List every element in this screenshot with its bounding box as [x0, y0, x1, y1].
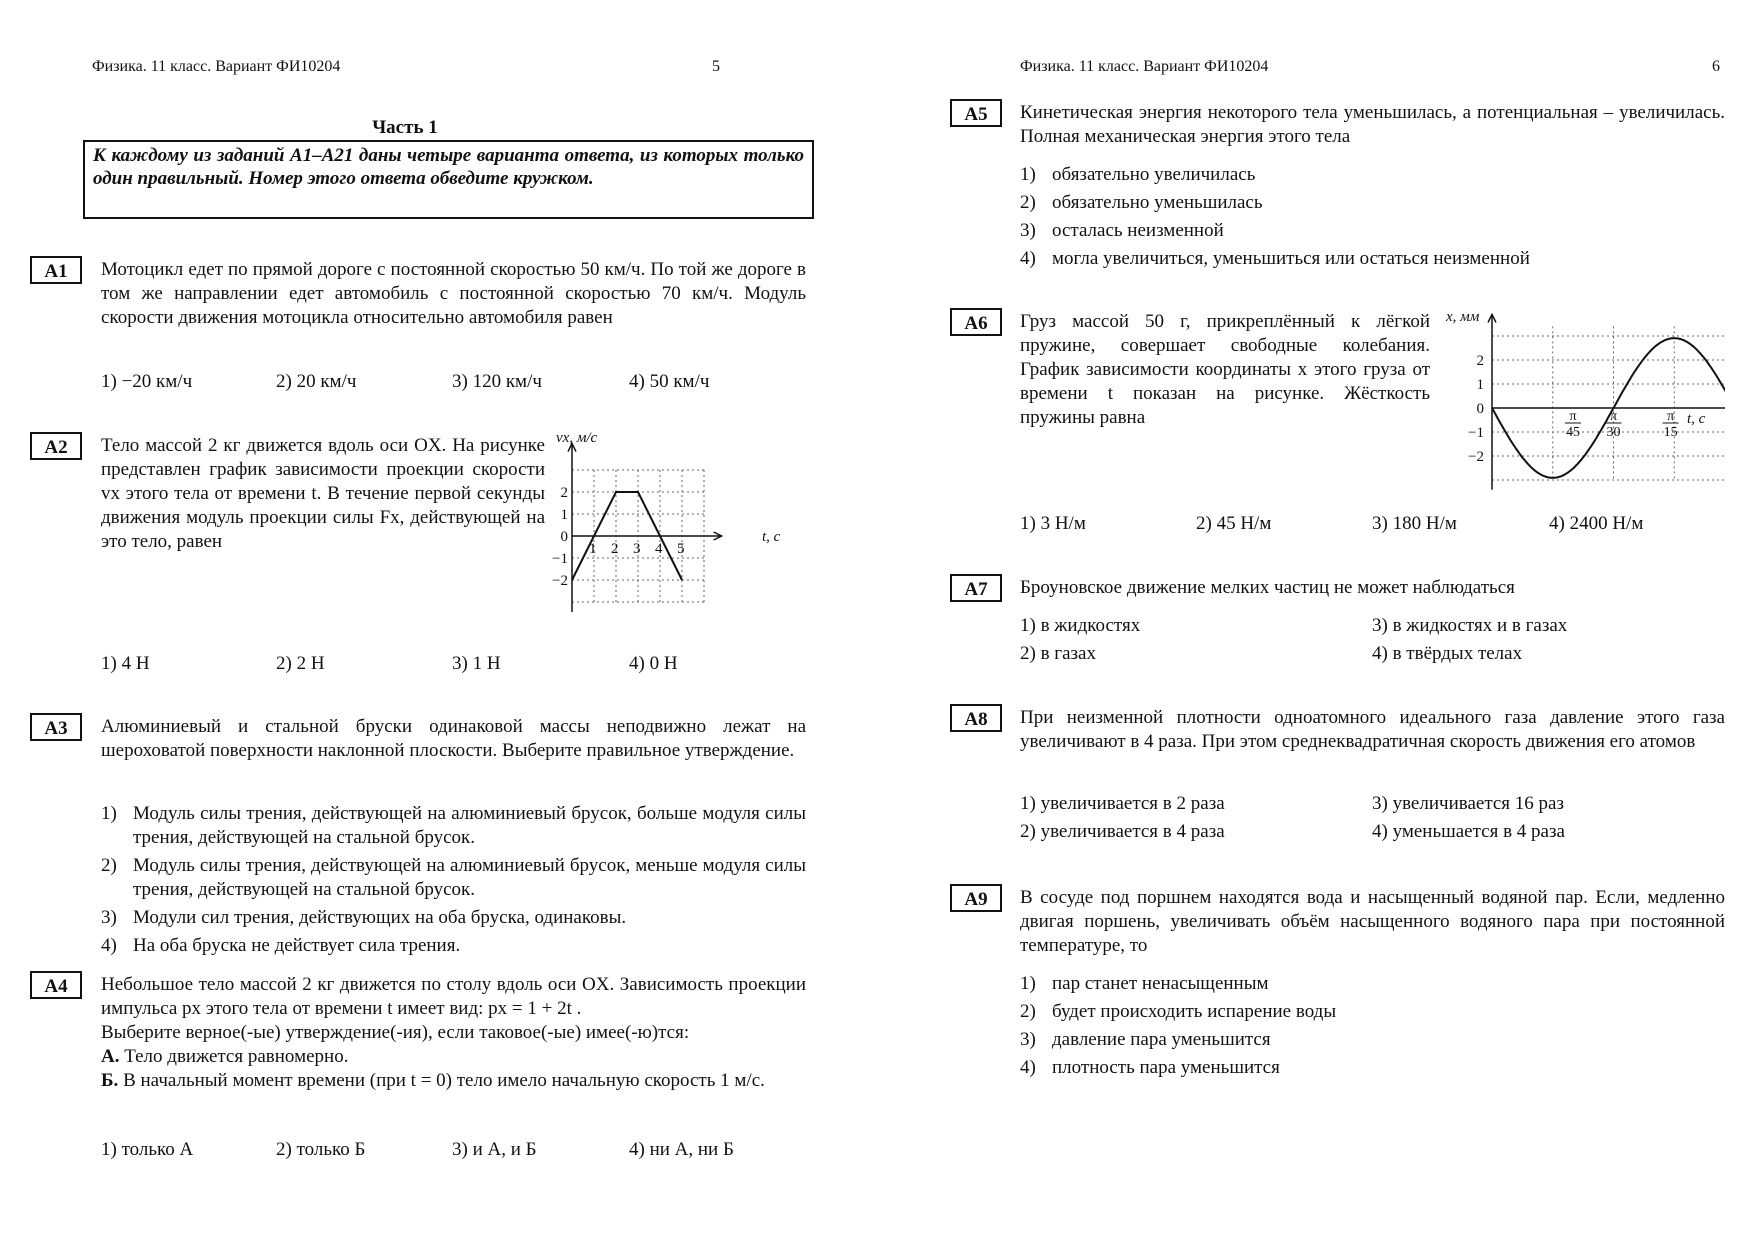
y-tick-label: 1 [1476, 377, 1484, 393]
answer-option[interactable] [101, 854, 806, 902]
instruction-box: К каждому из заданий A1–A21 даны четыре варианта ответа, из которых только один правильный. Номер этого ответа обведите кружком. [83, 140, 814, 219]
question-text [101, 973, 806, 1093]
x-tick-numerator: π [1609, 409, 1618, 424]
y-tick-label: −1 [552, 551, 568, 567]
option-number: 2) [1020, 192, 1036, 213]
y-tick-label: 0 [1476, 401, 1484, 417]
answer-option[interactable] [1020, 972, 1725, 996]
answer-option[interactable]: 3) 1 Н [452, 653, 501, 674]
statement-a: А. Тело движется равномерно. [101, 1046, 349, 1067]
x-tick-denominator: 45 [1566, 425, 1580, 440]
answer-option[interactable]: 2) 2 Н [276, 653, 325, 674]
x-axis-label: t, с [762, 529, 781, 545]
x-tick-label [1606, 409, 1622, 440]
answer-option[interactable] [1020, 1056, 1725, 1080]
y-tick-label: 0 [560, 529, 568, 545]
option-number: 1) [101, 803, 117, 824]
y-tick-label: 2 [1476, 353, 1484, 369]
y-tick-label: 2 [560, 485, 568, 501]
y-tick-label: 1 [560, 507, 568, 523]
page-header: Физика. 11 класс. Вариант ФИ10204 [1020, 58, 1269, 75]
x-tick-label: 1 [589, 541, 597, 557]
option-text: могла увеличиться, уменьшиться или остаться неизменной [1052, 248, 1530, 269]
x-tick-label [1663, 409, 1679, 440]
x-axis-label: t, с [1687, 411, 1706, 427]
answer-option[interactable]: 1) только А [101, 1139, 194, 1160]
x-tick-label: 2 [611, 541, 619, 557]
option-number: 3) [1020, 220, 1036, 241]
answer-option[interactable]: 1) 3 Н/м [1020, 513, 1086, 534]
coordinate-time-graph [1440, 306, 1725, 492]
x-tick-label: 5 [677, 541, 685, 557]
option-text: Модуль силы трения, действующей на алюминиевый брусок, меньше модуля силы трения, действующей на стальной брусок. [133, 855, 806, 900]
answer-option[interactable]: 3) в жидкостях и в газах [1372, 615, 1568, 636]
x-tick-denominator: 30 [1606, 425, 1621, 440]
question-text: При неизменной плотности одноатомного идеального газа давление этого газа увеличивают в 4 раза. При этом среднеквадратичная скорость движения его атомов [1020, 707, 1725, 752]
option-text: будет происходить испарение воды [1052, 1001, 1337, 1022]
answer-option[interactable]: 4) уменьшается в 4 раза [1372, 821, 1565, 842]
option-number: 1) [1020, 164, 1036, 185]
option-number: 1) [1020, 973, 1036, 994]
answer-option[interactable] [101, 906, 806, 930]
question-label: A5 [950, 99, 1002, 127]
option-number: 4) [1020, 248, 1036, 269]
answer-option[interactable]: 3) увеличивается 16 раз [1372, 793, 1564, 814]
answer-option[interactable]: 4) 50 км/ч [629, 371, 710, 392]
x-tick-label: 4 [655, 541, 663, 557]
x-tick-numerator: π [1569, 409, 1577, 424]
answer-option[interactable] [1020, 163, 1725, 187]
answer-option[interactable]: 2) 45 Н/м [1196, 513, 1272, 534]
answer-option[interactable] [101, 802, 806, 850]
answer-option[interactable]: 1) в жидкостях [1020, 615, 1141, 636]
answer-option[interactable]: 2) только Б [276, 1139, 366, 1160]
question-label: A3 [30, 713, 82, 741]
answer-option[interactable]: 4) ни А, ни Б [629, 1139, 734, 1160]
question-label: A4 [30, 971, 82, 999]
answer-option[interactable]: 3) 180 Н/м [1372, 513, 1457, 534]
answer-option[interactable]: 2) увеличивается в 4 раза [1020, 821, 1225, 842]
answer-option[interactable]: 1) увеличивается в 2 раза [1020, 793, 1225, 814]
answer-option[interactable]: 3) 120 км/ч [452, 371, 542, 392]
option-number: 2) [101, 855, 117, 876]
answer-option[interactable] [1020, 219, 1725, 243]
option-text: Модуль силы трения, действующей на алюминиевый брусок, больше модуля силы трения, действующей на стальной брусок. [133, 803, 806, 848]
y-tick-label: −1 [1468, 425, 1484, 441]
option-text: На оба бруска не действует сила трения. [133, 935, 461, 956]
option-text: обязательно увеличилась [1052, 164, 1256, 185]
x-tick-label: 3 [633, 541, 641, 557]
option-text: давление пара уменьшится [1052, 1029, 1271, 1050]
option-text: плотность пара уменьшится [1052, 1057, 1280, 1078]
question-text: Груз массой 50 г, прикреплённый к лёгкой пружине, совершает свободные колебания. График зависимости координаты x этого груза от времени t показан на рисунке. Жёсткость пружины равна [1020, 311, 1430, 428]
y-tick-label: −2 [552, 573, 568, 589]
option-number: 3) [101, 907, 117, 928]
page-header: Физика. 11 класс. Вариант ФИ10204 [92, 58, 341, 75]
velocity-time-graph [550, 432, 790, 612]
answer-options [101, 802, 806, 962]
question-label: A9 [950, 884, 1002, 912]
question-text: Броуновское движение мелких частиц не может наблюдаться [1020, 577, 1515, 598]
y-axis-label: x, мм [1446, 309, 1480, 325]
answer-option[interactable] [1020, 1000, 1725, 1024]
answer-option[interactable] [1020, 247, 1725, 271]
answer-option[interactable]: 3) и А, и Б [452, 1139, 537, 1160]
question-label: A8 [950, 704, 1002, 732]
answer-option[interactable]: 1) −20 км/ч [101, 371, 193, 392]
statement-b: Б. В начальный момент времени (при t = 0) тело имело начальную скорость 1 м/с. [101, 1070, 765, 1091]
question-text: В сосуде под поршнем находятся вода и насыщенный водяной пар. Если, медленно двигая поршень, увеличивать объём насыщенного водяного пара при постоянной температуре, то [1020, 887, 1725, 956]
x-tick-label [1565, 409, 1581, 440]
option-text: пар станет ненасыщенным [1052, 973, 1269, 994]
page-number: 5 [712, 58, 720, 75]
question-label: A6 [950, 308, 1002, 336]
option-text: осталась неизменной [1052, 220, 1224, 241]
option-text: обязательно уменьшилась [1052, 192, 1263, 213]
answer-option[interactable]: 4) 0 Н [629, 653, 678, 674]
answer-options [1020, 972, 1725, 1084]
answer-option[interactable]: 1) 4 Н [101, 653, 150, 674]
y-tick-label: −2 [1468, 449, 1484, 465]
x-tick-denominator: 15 [1663, 425, 1678, 440]
question-text: Тело массой 2 кг движется вдоль оси OX. На рисунке представлен график зависимости проекции скорости vx этого тела от времени t. В течение первой секунды движения модуль проекции силы Fx, действующей на это тело, равен [101, 435, 545, 552]
answer-option[interactable] [101, 934, 806, 958]
answer-option[interactable]: 2) 20 км/ч [276, 371, 357, 392]
question-text: Кинетическая энергия некоторого тела уменьшилась, а потенциальная – увеличилась. Полная механическая энергия этого тела [1020, 102, 1725, 147]
question-text-line: Выберите верное(-ые) утверждение(-ия), если таковое(-ые) имее(-ю)тся: [101, 1022, 690, 1043]
option-number: 2) [1020, 1001, 1036, 1022]
question-text: Мотоцикл едет по прямой дороге с постоянной скоростью 50 км/ч. По той же дороге в том же направлении едет автомобиль с постоянной скоростью 70 км/ч. Модуль скорости движения мотоцикла относительно автомобиля равен [101, 259, 806, 328]
question-label: A7 [950, 574, 1002, 602]
answer-option[interactable]: 4) в твёрдых телах [1372, 643, 1523, 664]
question-label: A2 [30, 432, 82, 460]
answer-option[interactable]: 2) в газах [1020, 643, 1096, 664]
page-number: 6 [1712, 58, 1720, 75]
option-number: 4) [1020, 1057, 1036, 1078]
question-text: Алюминиевый и стальной бруски одинаковой массы неподвижно лежат на шероховатой поверхности наклонной плоскости. Выберите правильное утверждение. [101, 716, 806, 761]
option-text: Модули сил трения, действующих на оба бруска, одинаковы. [133, 907, 627, 928]
answer-options [1020, 163, 1725, 275]
answer-option[interactable] [1020, 191, 1725, 215]
x-tick-numerator: π [1667, 409, 1675, 424]
part-title: Часть 1 [372, 117, 438, 138]
question-label: A1 [30, 256, 82, 284]
answer-option[interactable] [1020, 1028, 1725, 1052]
y-axis-label: vx, м/с [556, 432, 598, 446]
option-number: 3) [1020, 1029, 1036, 1050]
option-number: 4) [101, 935, 117, 956]
answer-option[interactable]: 4) 2400 Н/м [1549, 513, 1644, 534]
question-text-line: Небольшое тело массой 2 кг движется по столу вдоль оси OX. Зависимость проекции импульса px этого тела от времени t имеет вид: px = 1 + 2t . [101, 974, 806, 1019]
